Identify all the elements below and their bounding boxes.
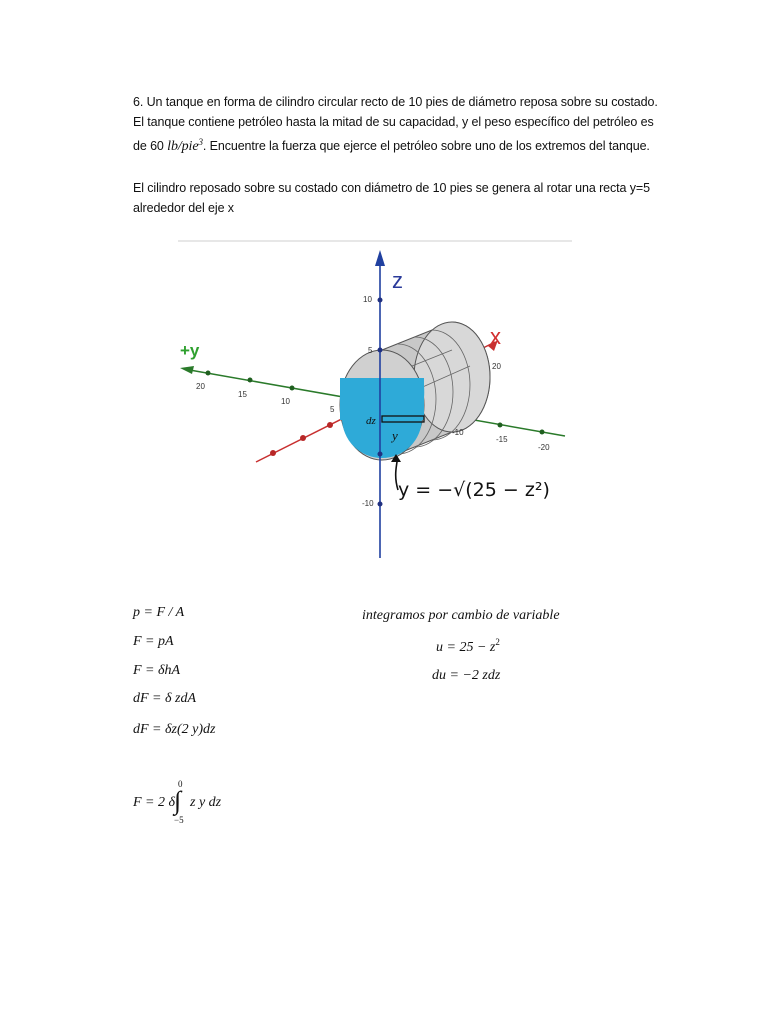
eq-du: du = −2 zdz <box>432 668 501 683</box>
integral-sign: ∫ <box>174 786 182 815</box>
strip-dz-label: dz <box>366 415 376 427</box>
tick-x-neg15: -15 <box>496 435 508 444</box>
oil-fill <box>340 378 424 420</box>
eq-force-dha: F = δhA <box>133 663 181 678</box>
tick-z-neg10: -10 <box>362 499 374 508</box>
cylinder-3d-figure <box>170 238 580 568</box>
eq-pressure: p = F / A <box>133 605 185 620</box>
tick-z-5: 5 <box>368 346 373 355</box>
substitution-heading: integramos por cambio de variable <box>362 608 560 623</box>
eq-u-text: u = 25 − z <box>436 640 496 655</box>
tick-y-5: 5 <box>330 405 335 414</box>
integral-upper-limit: 0 <box>178 779 183 789</box>
y-axis-arrow <box>180 366 194 374</box>
integral-lhs: F = 2 δ <box>133 795 176 810</box>
unit-lb-pie: lb/pie <box>167 139 199 155</box>
eq-force-pa: F = pA <box>133 634 174 649</box>
z-axis-label: z <box>392 268 403 293</box>
z-axis-arrow <box>375 250 385 266</box>
cylinder-figure-svg <box>170 238 580 568</box>
tick-x-neg10: -10 <box>452 428 464 437</box>
tick-z-10: 10 <box>363 295 372 304</box>
tick-y-20: 20 <box>196 382 205 391</box>
strip-y-label: y <box>392 428 398 443</box>
explanation-paragraph: El cilindro reposado sobre su costado con diámetro de 10 pies se genera al rotar una recta y=5 alrededor del eje x <box>133 181 650 215</box>
handwritten-equation: y = −√(25 − z²) <box>398 479 550 501</box>
problem-statement <box>133 92 658 157</box>
eq-u-exponent: 2 <box>495 637 500 647</box>
problem-text-end: . Encuentre la fuerza que ejerce el petróleo sobre uno de los extremos del tanque. <box>202 139 650 154</box>
tick-x-20: 20 <box>492 362 501 371</box>
eq-df-dzda: dF = δ zdA <box>133 691 197 706</box>
integral-integrand: z y dz <box>190 795 222 810</box>
y-axis-label: +y <box>180 341 200 360</box>
tick-y-10: 10 <box>281 397 290 406</box>
eq-u <box>436 637 500 656</box>
problem-text-start: 6. Un tanque en forma de cilindro circular recto de 10 pies de diámetro reposa sobre su costado. El tanque contiene petróleo hasta la mitad de su capacidad, y el peso específico del petróleo es de 60 <box>133 95 658 154</box>
integral-lower-limit: −5 <box>174 815 184 825</box>
x-axis-label: x <box>490 324 501 349</box>
tick-x-neg20: -20 <box>538 443 550 452</box>
eq-df-full: dF = δz(2 y)dz <box>133 722 216 737</box>
tick-y-15: 15 <box>238 390 247 399</box>
unit-exponent: 3 <box>198 137 203 147</box>
